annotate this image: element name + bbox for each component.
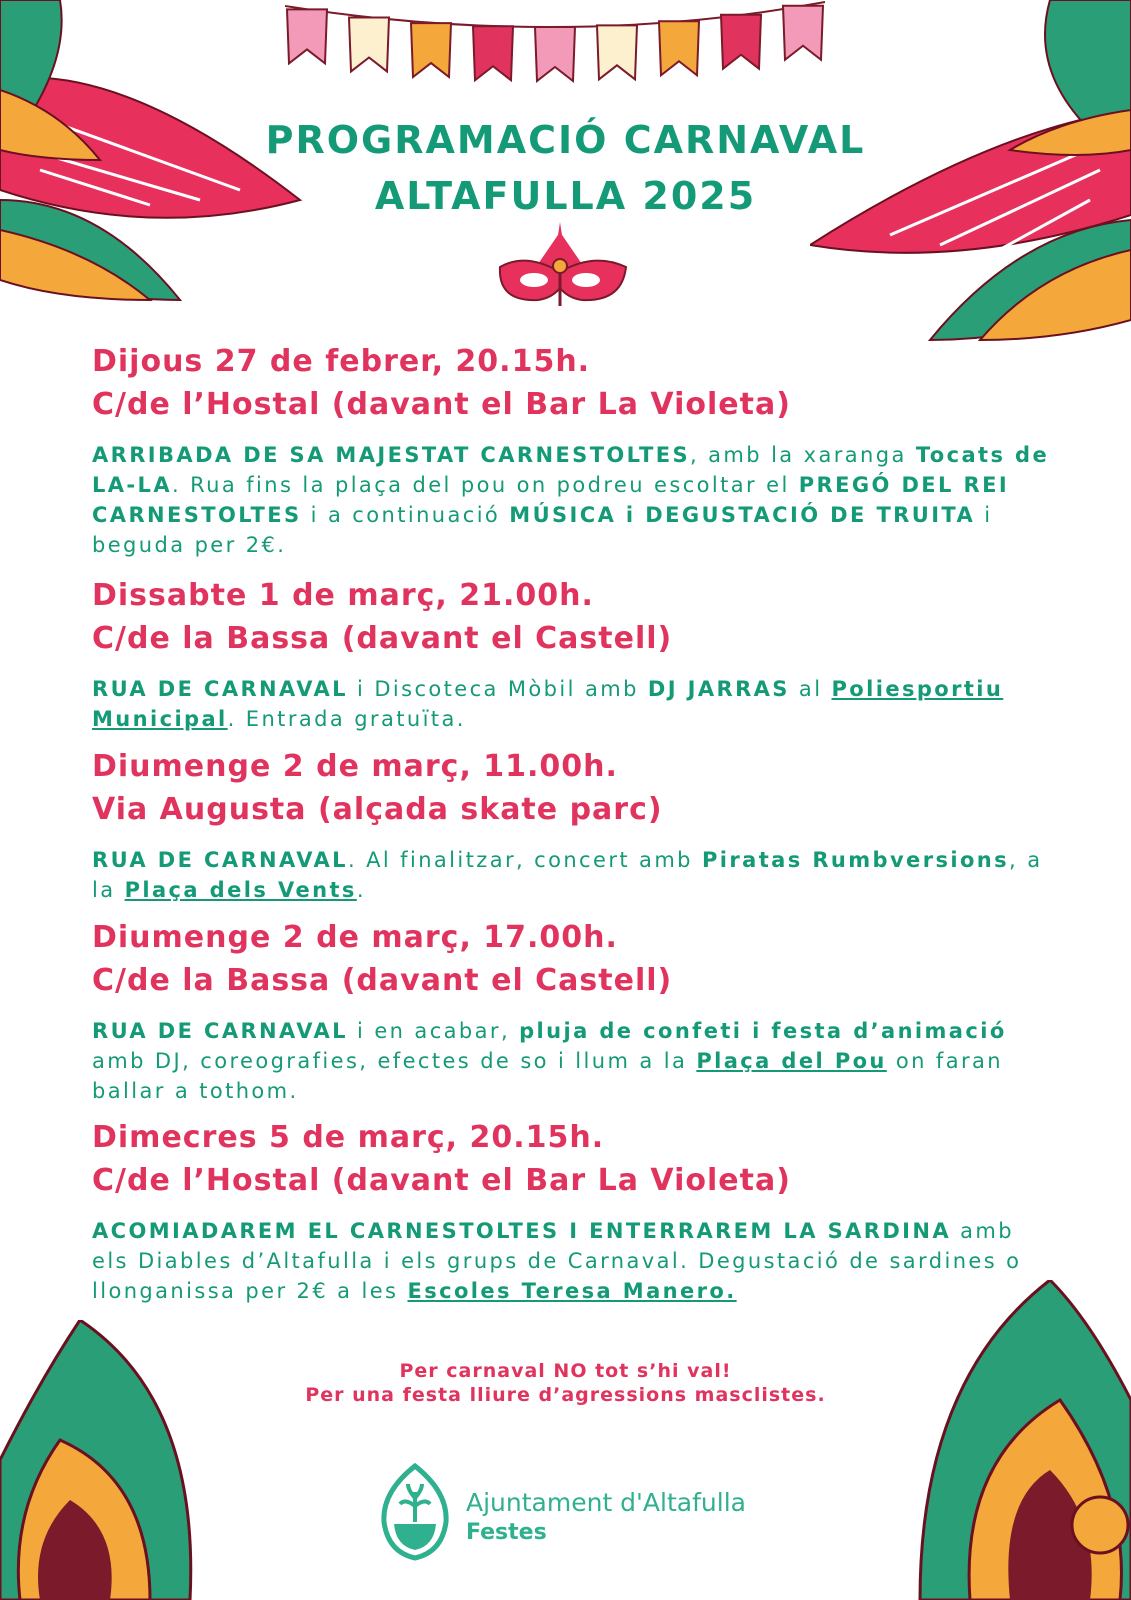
slogan — [0, 1359, 1131, 1407]
event-5 — [92, 1116, 1052, 1306]
event-date: Dijous 27 de febrer, 20.15h. — [92, 344, 591, 379]
page-title — [0, 112, 1131, 224]
event-text: , a la — [92, 848, 1043, 902]
event-highlight: DJ JARRAS — [647, 677, 790, 701]
slogan-line-1: Per carnaval NO tot s’hi val! — [399, 1360, 732, 1382]
event-highlight: PREGÓ DEL REI CARNESTOLTES — [92, 473, 1010, 527]
event-text: . — [356, 878, 366, 902]
event-highlight: RUA DE CARNAVAL — [92, 848, 348, 872]
event-highlight: RUA DE CARNAVAL — [92, 1019, 348, 1043]
event-3 — [92, 745, 1052, 905]
location-link[interactable]: Plaça del Pou — [696, 1049, 887, 1073]
slogan-line-2: Per una festa lliure d’agressions masclistes. — [305, 1384, 826, 1406]
location-link[interactable]: Plaça dels Vents — [124, 878, 357, 902]
event-text: . Rua fins la plaça del pou on podreu escoltar el — [171, 473, 799, 497]
event-text: . Entrada gratuïta. — [227, 707, 466, 731]
bunting-flag — [597, 25, 637, 79]
feather-decoration — [900, 1280, 1131, 1600]
event-highlight: Tocats de LA-LA — [92, 443, 1050, 497]
event-date: Dissabte 1 de març, 21.00h. — [92, 578, 594, 613]
event-description — [92, 845, 1052, 905]
bunting-flag — [473, 26, 513, 80]
organization-name: Ajuntament d'Altafulla — [466, 1488, 746, 1517]
event-text: al — [789, 677, 832, 701]
bunting-flag — [349, 17, 389, 71]
event-4 — [92, 916, 1052, 1106]
title-line-1: PROGRAMACIÓ CARNAVAL — [265, 118, 866, 162]
event-place: C/de la Bassa (davant el Castell) — [92, 621, 673, 656]
location-link[interactable]: Escoles Teresa Manero. — [407, 1279, 737, 1303]
bunting-flag — [535, 27, 575, 81]
carnival-mask-icon — [496, 222, 630, 314]
event-description — [92, 440, 1052, 560]
event-text: i beguda per 2€. — [92, 503, 993, 557]
event-description — [92, 674, 1052, 734]
event-2 — [92, 574, 1052, 734]
event-place: C/de la Bassa (davant el Castell) — [92, 963, 673, 998]
event-highlight: ACOMIADAREM EL CARNESTOLTES I ENTERRAREM LA SARDINA — [92, 1219, 951, 1243]
event-text: amb DJ, coreografies, efectes de so i llum a la — [92, 1049, 697, 1073]
event-text: i Discoteca Mòbil amb — [347, 677, 648, 701]
event-text: amb els Diables d’Altafulla i els grups de Carnaval. Degustació de sardines o llonganissa per 2€ a les — [92, 1219, 1022, 1303]
event-highlight: RUA DE CARNAVAL — [92, 677, 348, 701]
event-description — [92, 1216, 1052, 1306]
event-text: on faran ballar a tothom. — [92, 1049, 1003, 1103]
event-highlight: Piratas Rumbversions — [702, 848, 1010, 872]
footer-logo — [378, 1462, 798, 1562]
bunting-flag — [659, 21, 699, 75]
event-date: Dimecres 5 de març, 20.15h. — [92, 1120, 605, 1155]
department-name: Festes — [466, 1520, 547, 1545]
event-highlight: pluja de confeti i festa d’animació — [519, 1019, 1007, 1043]
event-text: i en acabar, — [347, 1019, 520, 1043]
event-place: Via Augusta (alçada skate parc) — [92, 792, 663, 827]
event-highlight: MÚSICA i DEGUSTACIÓ DE TRUITA — [509, 503, 976, 527]
event-description — [92, 1016, 1052, 1106]
event-place: C/de l’Hostal (davant el Bar La Violeta) — [92, 1163, 791, 1198]
bunting-flag — [411, 23, 451, 77]
event-text: , amb la xaranga — [689, 443, 916, 467]
bunting-flag — [721, 15, 761, 69]
event-date: Diumenge 2 de març, 11.00h. — [92, 749, 618, 784]
event-date: Diumenge 2 de març, 17.00h. — [92, 920, 618, 955]
event-text: . Al finalitzar, concert amb — [347, 848, 702, 872]
event-1 — [92, 340, 1052, 560]
bunting-flags — [285, 0, 845, 100]
title-line-2: ALTAFULLA 2025 — [374, 174, 757, 218]
location-link[interactable]: Poliesportiu Municipal — [92, 677, 1004, 731]
event-highlight: ARRIBADA DE SA MAJESTAT CARNESTOLTES — [92, 443, 690, 467]
event-text: i a continuació — [301, 503, 510, 527]
event-place: C/de l’Hostal (davant el Bar La Violeta) — [92, 387, 791, 422]
altafulla-seal-icon — [378, 1462, 452, 1562]
